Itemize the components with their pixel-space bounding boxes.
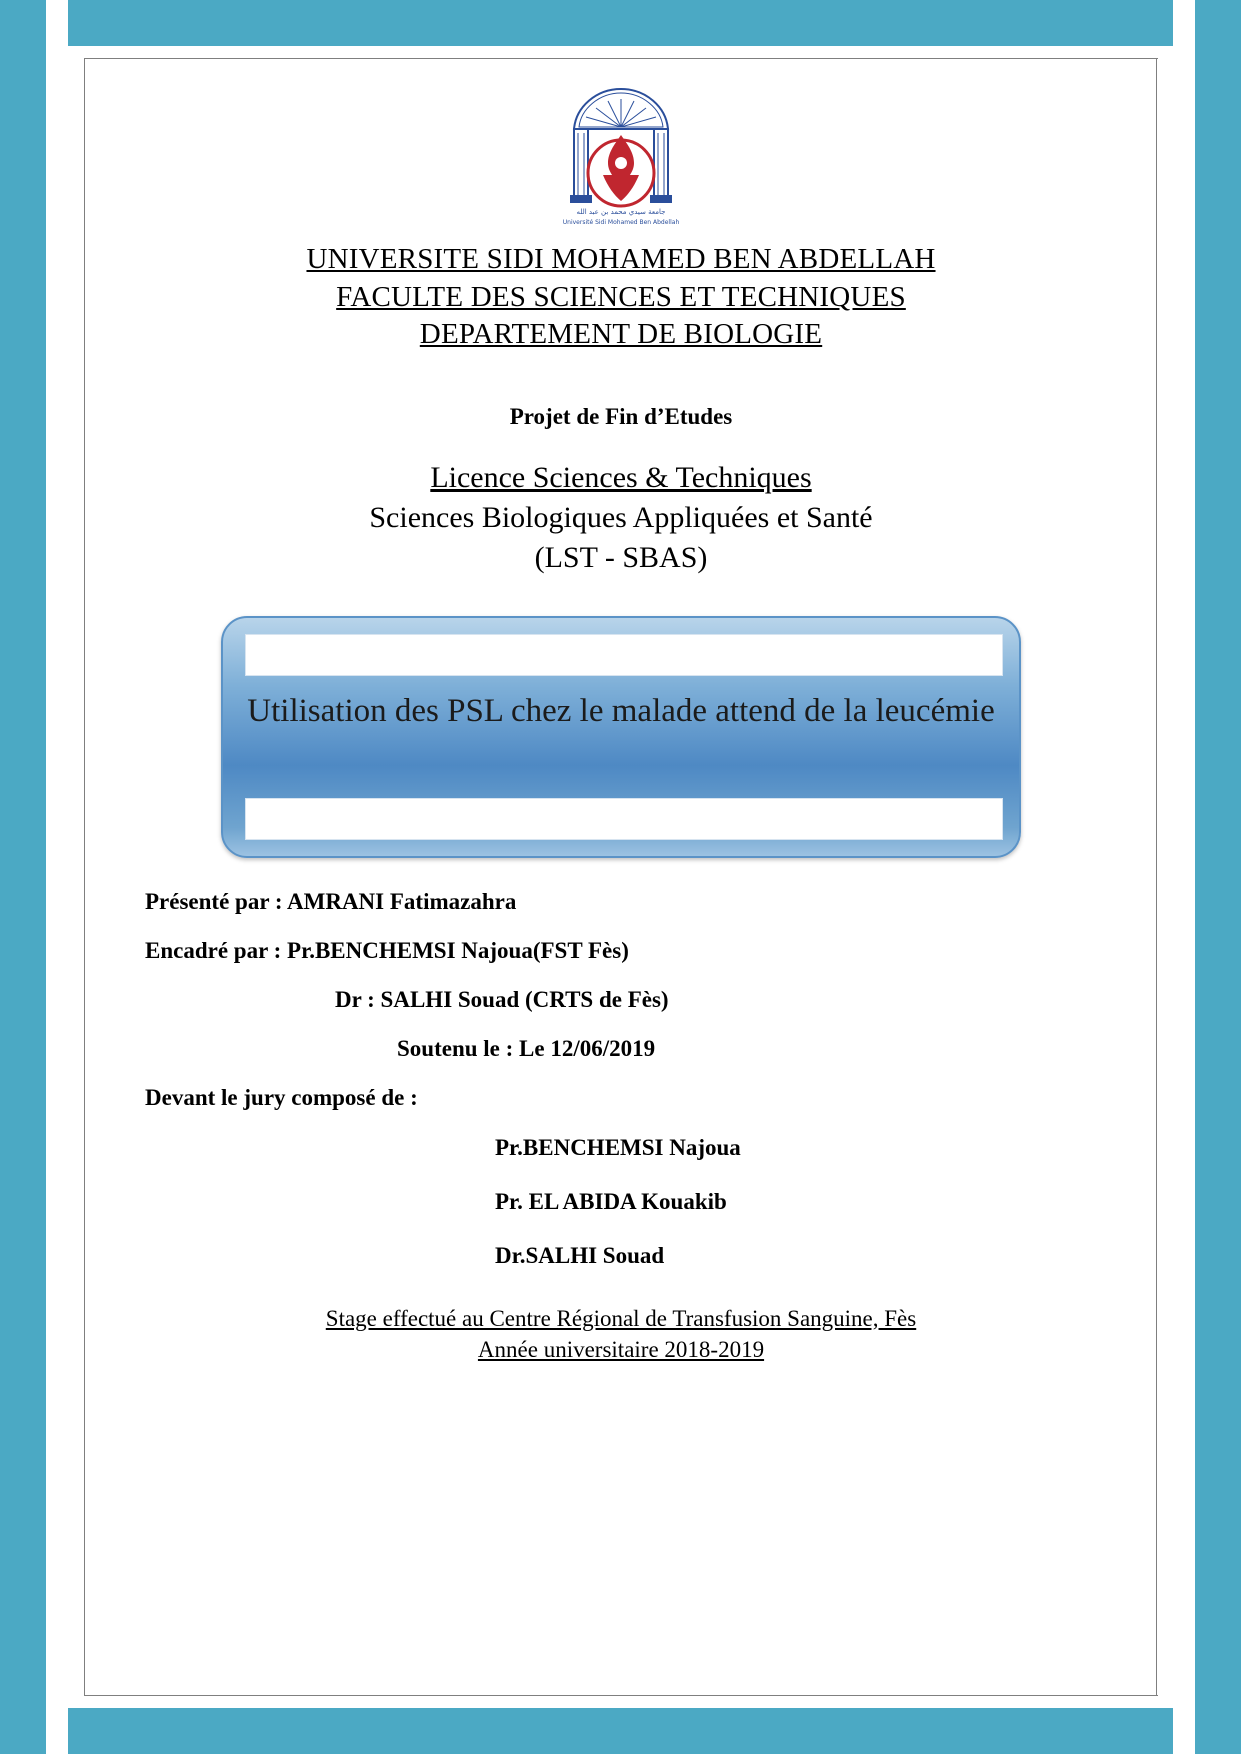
internship-footer	[145, 1303, 1097, 1365]
svg-text:جامعة سيدي محمد بن عبد الله: جامعة سيدي محمد بن عبد الله	[576, 208, 666, 216]
decorative-border-left	[0, 0, 46, 1754]
degree-block	[145, 458, 1097, 578]
decorative-border-gap-left	[46, 0, 68, 1754]
project-label: Projet de Fin d’Etudes	[509, 404, 733, 430]
decorative-border-bottom	[0, 1708, 1241, 1754]
presented-by: Présenté par : AMRANI Fatimazahra	[145, 888, 517, 914]
degree-line-1: Licence Sciences & Techniques	[430, 461, 812, 495]
institution-header	[145, 241, 1097, 354]
svg-text:Université Sidi Mohamed Ben Ab: Université Sidi Mohamed Ben Abdellah	[562, 219, 680, 226]
institution-line-2: FACULTE DES SCIENCES ET TECHNIQUES	[336, 280, 906, 313]
page-title: Utilisation des PSL chez le malade attend de la leucémie	[247, 692, 995, 729]
footer-line-2: Année universitaire 2018-2019	[477, 1336, 765, 1362]
supervisor-secondary: Dr : SALHI Souad (CRTS de Fès)	[335, 986, 669, 1012]
degree-line-3: (LST - SBAS)	[534, 540, 708, 574]
cover-content	[85, 59, 1157, 1695]
footer-line-1: Stage effectué au Centre Régional de Transfusion Sanguine, Fès	[325, 1305, 917, 1331]
decorative-border-top	[0, 0, 1241, 46]
institution-line-1: UNIVERSITE SIDI MOHAMED BEN ABDELLAH	[306, 243, 936, 275]
university-crest-icon	[546, 83, 696, 233]
details-block	[145, 890, 1097, 1109]
institution-line-3: DEPARTEMENT DE BIOLOGIE	[419, 318, 823, 351]
jury-label: Devant le jury composé de :	[145, 1084, 418, 1110]
degree-line-2: Sciences Biologiques Appliquées et Santé	[369, 500, 873, 534]
jury-member: Pr.BENCHEMSI Najoua	[495, 1134, 741, 1160]
decorative-border-right	[1195, 0, 1241, 1754]
jury-member: Dr.SALHI Souad	[495, 1242, 665, 1268]
decorative-border-gap-right	[1173, 0, 1195, 1754]
jury-list	[145, 1135, 1097, 1269]
plaque-slot-top	[245, 634, 1003, 676]
inner-rule-bottom	[84, 1695, 1158, 1696]
plaque-slot-bottom	[245, 798, 1003, 840]
supervised-by: Encadré par : Pr.BENCHEMSI Najoua(FST Fès)	[145, 937, 629, 963]
jury-member: Pr. EL ABIDA Kouakib	[495, 1188, 727, 1214]
title-plaque	[221, 616, 1021, 858]
defense-date: Soutenu le : Le 12/06/2019	[397, 1035, 656, 1061]
